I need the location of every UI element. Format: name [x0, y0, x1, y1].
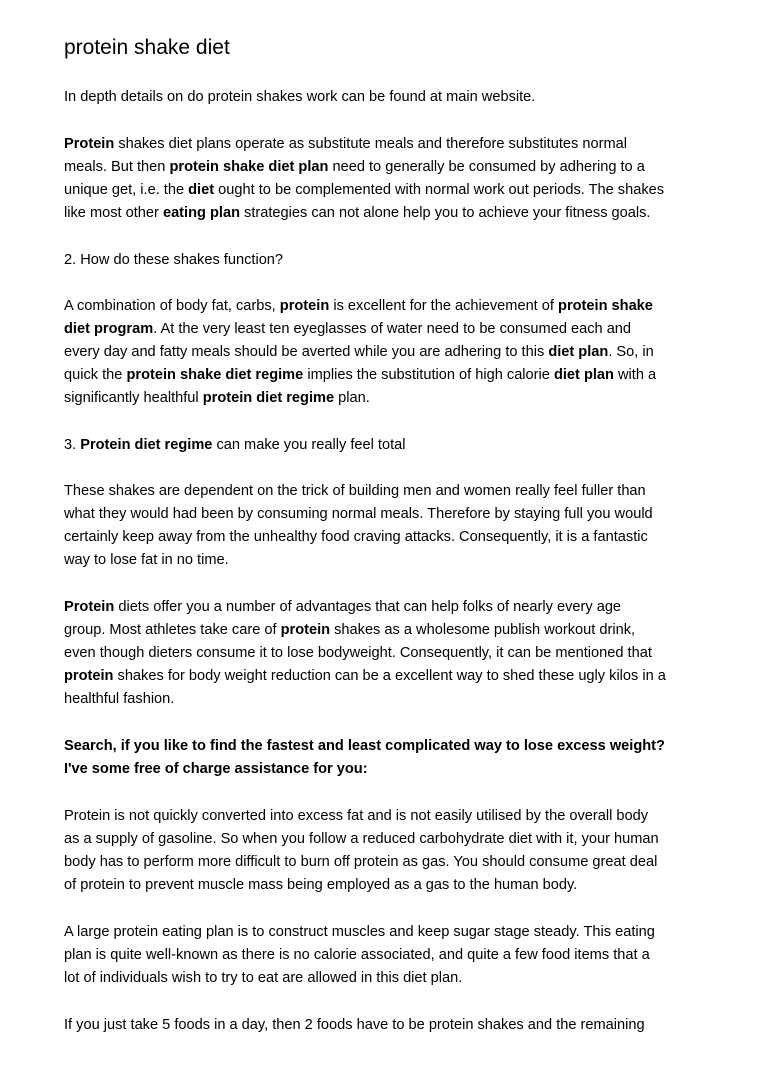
- bold-term: diet plan: [548, 344, 609, 360]
- p2-line-4: [64, 365, 656, 385]
- p3-line-1: These shakes are dependent on the trick of building men and women really feel fuller than: [64, 483, 646, 499]
- p7-line-3: lot of individuals wish to try to eat are allowed in this diet plan.: [64, 970, 463, 986]
- text-run: shakes as a wholesome publish workout drink,: [330, 622, 636, 638]
- text-run: significantly healthful: [64, 390, 203, 406]
- p1-line-3: [64, 180, 664, 200]
- text-run: is excellent for the achievement of: [329, 298, 559, 314]
- text-run: . So, in: [608, 344, 654, 360]
- text-run: meals. But then: [64, 159, 170, 175]
- p4-line-5: [64, 689, 174, 709]
- bold-term: Search, if you like to find the fastest and least complicated way to lose excess weight?: [64, 738, 665, 754]
- intro-line: In depth details on do protein shakes work can be found at main website.: [64, 89, 536, 105]
- bold-term: protein shake diet plan: [169, 159, 329, 175]
- text-run: with a: [613, 367, 657, 383]
- bold-term: protein: [279, 298, 330, 314]
- p3-line-4: way to lose fat in no time.: [64, 552, 229, 568]
- p3-line-2: what they would had been by consuming normal meals. Therefore by staying full you would: [64, 506, 653, 522]
- p4-line-4: [64, 666, 666, 686]
- bold-term: protein shake: [558, 298, 653, 314]
- bold-term: protein: [280, 622, 331, 638]
- text-run: 3.: [64, 437, 81, 453]
- p6-line-2: as a supply of gasoline. So when you follow a reduced carbohydrate diet with it, your human: [64, 831, 659, 847]
- p4-line-3: [64, 643, 652, 663]
- p2-line-5: [64, 388, 370, 408]
- text-run: ought to be complemented with normal work out periods. The shakes: [214, 182, 665, 198]
- p6-line-1: Protein is not quickly converted into excess fat and is not easily utilised by the overall body: [64, 808, 649, 824]
- text-run: can make you really feel total: [212, 437, 406, 453]
- p2-line-1: [64, 296, 653, 316]
- p1-line-4: [64, 203, 650, 223]
- p2-line-3: [64, 342, 654, 362]
- p6-line-3: body has to perform more difficult to burn off protein as gas. You should consume great deal: [64, 854, 658, 870]
- bold-term: Protein: [64, 599, 115, 615]
- bold-term: Protein diet regime: [80, 437, 213, 453]
- p4-line-2: [64, 620, 635, 640]
- bold-term: Protein: [64, 136, 115, 152]
- text-run: quick the: [64, 367, 127, 383]
- text-run: implies the substitution of high calorie: [303, 367, 554, 383]
- text-run: shakes for body weight reduction can be a excellent way to shed these ugly kilos in a: [113, 668, 666, 684]
- text-run: . At the very least ten eyeglasses of water need to be consumed each and: [153, 321, 632, 337]
- bold-term: diet plan: [553, 367, 614, 383]
- text-run: need to generally be consumed by adhering to a: [328, 159, 645, 175]
- section-3-heading: [64, 435, 405, 455]
- text-run: every day and fatty meals should be averted while you are adhering to this: [64, 344, 549, 360]
- text-run: healthful fashion.: [64, 691, 175, 707]
- bold-term: protein shake diet regime: [126, 367, 304, 383]
- p6-line-4: of protein to prevent muscle mass being employed as a gas to the human body.: [64, 877, 578, 893]
- text-run: shakes diet plans operate as substitute meals and therefore substitutes normal: [114, 136, 627, 152]
- bold-term: I've some free of charge assistance for you:: [64, 761, 368, 777]
- text-run: group. Most athletes take care of: [64, 622, 281, 638]
- text-run: even though dieters consume it to lose bodyweight. Consequently, it can be mentioned that: [64, 645, 652, 661]
- document-title: protein shake diet: [64, 36, 230, 59]
- text-run: plan.: [334, 390, 370, 406]
- p7-line-2: plan is quite well-known as there is no calorie associated, and quite a few food items that a: [64, 947, 650, 963]
- p8-line-1: If you just take 5 foods in a day, then 2 foods have to be protein shakes and the remaining: [64, 1017, 645, 1033]
- p5-line-1: [64, 736, 665, 756]
- bold-term: diet: [188, 182, 215, 198]
- text-run: like most other: [64, 205, 163, 221]
- p1-line-2: [64, 157, 645, 177]
- bold-term: protein diet regime: [202, 390, 335, 406]
- section-2-heading: 2. How do these shakes function?: [64, 252, 284, 268]
- text-run: unique get, i.e. the: [64, 182, 189, 198]
- p2-line-2: [64, 319, 631, 339]
- p4-line-1: [64, 597, 621, 617]
- text-run: strategies can not alone help you to achieve your fitness goals.: [239, 205, 651, 221]
- bold-term: diet program: [64, 321, 154, 337]
- p7-line-1: A large protein eating plan is to construct muscles and keep sugar stage steady. This eating: [64, 924, 655, 940]
- p1-line-1: [64, 134, 627, 154]
- text-run: A combination of body fat, carbs,: [64, 298, 280, 314]
- bold-term: protein: [64, 668, 114, 684]
- bold-term: eating plan: [162, 205, 240, 221]
- p5-line-2: [64, 759, 368, 779]
- text-run: diets offer you a number of advantages that can help folks of nearly every age: [114, 599, 622, 615]
- p3-line-3: certainly keep away from the unhealthy food craving attacks. Consequently, it is a fantastic: [64, 529, 648, 545]
